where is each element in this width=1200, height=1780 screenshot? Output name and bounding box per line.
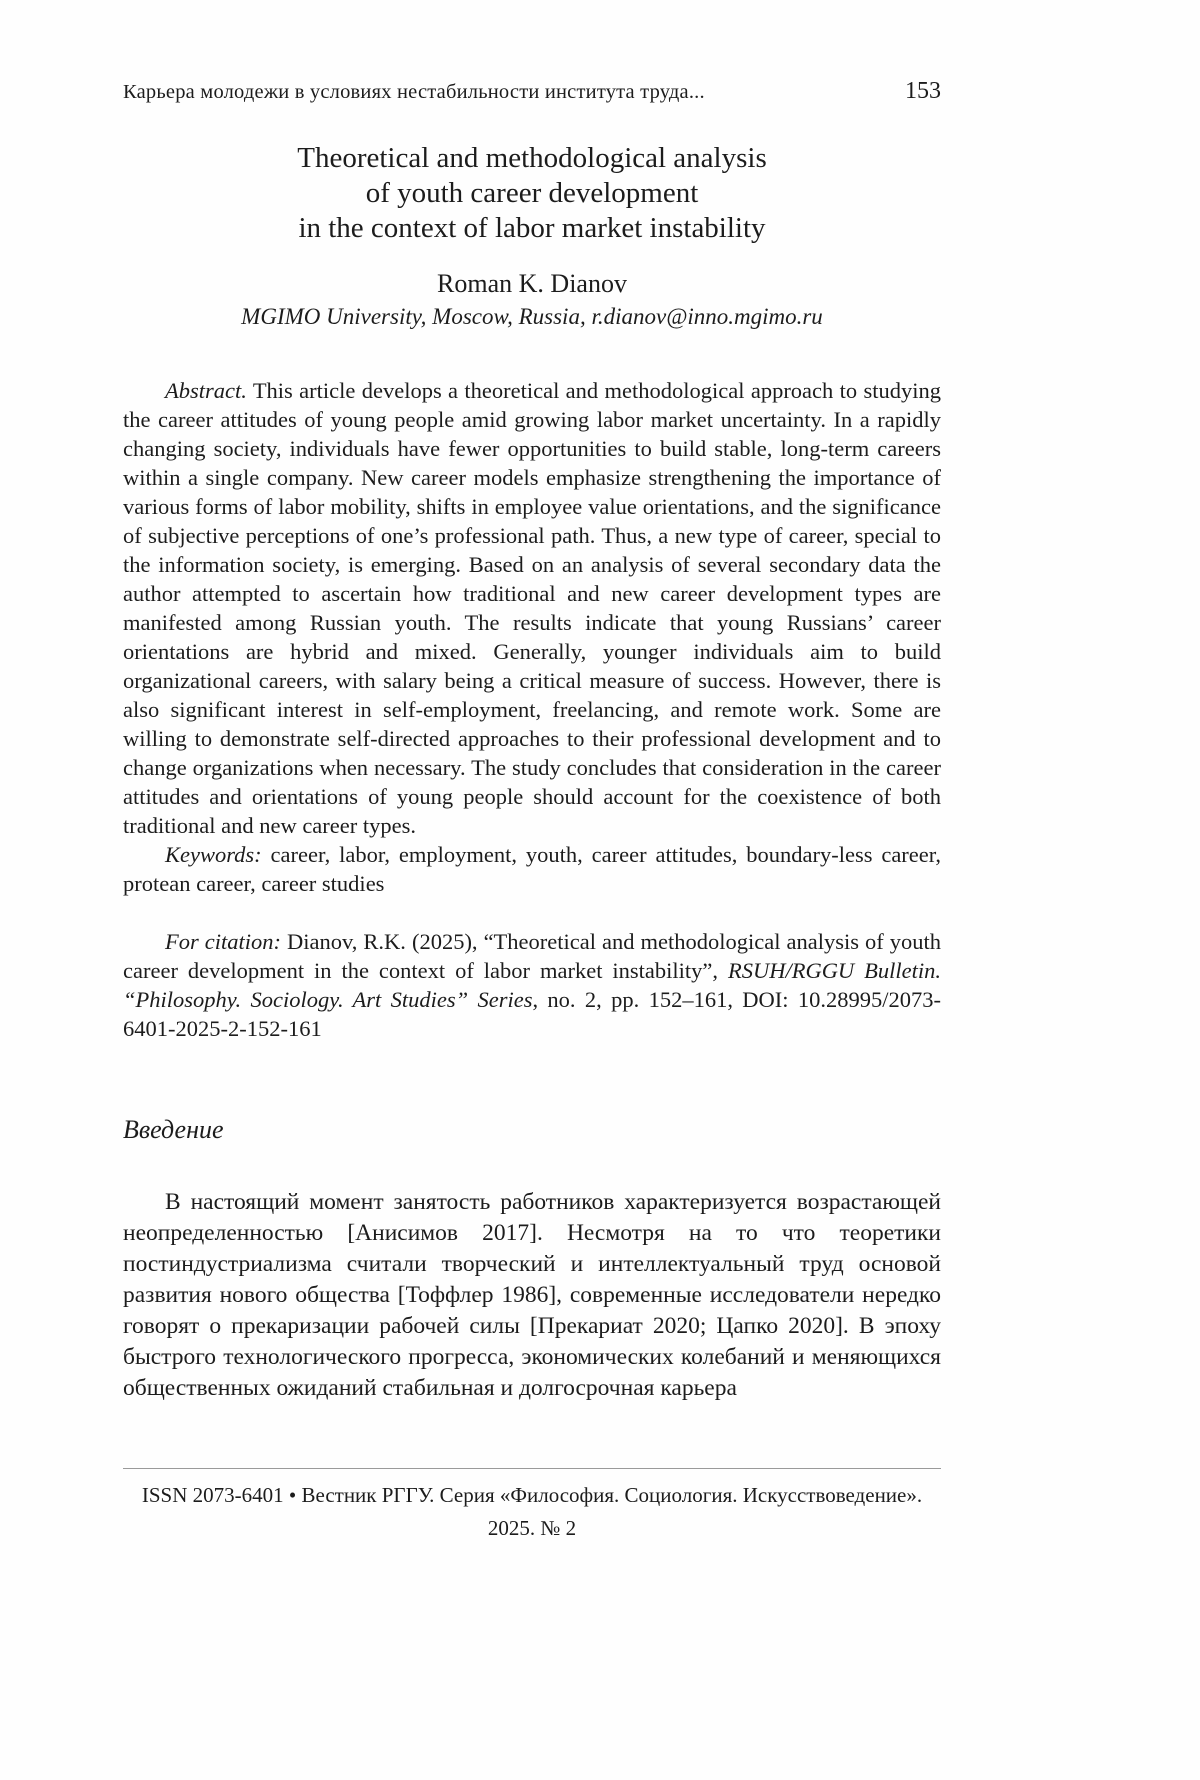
page-footer [123, 1468, 941, 1544]
keywords-paragraph [123, 840, 941, 898]
article-title [123, 141, 941, 245]
citation-text-start: Dianov, R.K. (2025), “Theoretical and methodological analysis of youth career development in the context of labor market instability”, [123, 929, 942, 984]
article-title-line-2: of youth career development [365, 176, 699, 209]
citation-text-end: , no. 2, pp. 152–161, DOI: 10.28995/2073-6401-2025-2-152-161 [123, 987, 941, 1042]
keywords-text: career, labor, employment, youth, career attitudes, boundary-less career, protean career, career studies [123, 842, 941, 897]
citation-label: For citation: [165, 929, 281, 955]
running-header [123, 78, 941, 105]
footer-issue-line: 2025. № 2 [487, 1515, 577, 1540]
citation-journal: RSUH/RGGU Bulletin. “Philosophy. Sociology. Art Studies” Series [123, 958, 941, 1013]
abstract-paragraph [123, 376, 941, 840]
abstract-text: This article develops a theoretical and methodological approach to studying the career attitudes of young people amid growing labor market uncertainty. In a rapidly changing society, individuals have fewer opportunities to build stable, long-term careers within a single company. New career models emphasize strengthening the importance of various forms of labor mobility, shifts in employee value orientations, and the significance of subjective perceptions of one’s professional path. Thus, a new type of career, special to the information society, is emerging. Based on an analysis of several secondary data the author attempted to ascertain how traditional and new career development types are manifested among Russian youth. The results indicate that young Russians’ career orientations are hybrid and mixed. Generally, younger individuals aim to build organizational careers, with salary being a critical measure of success. However, there is also significant interest in self-employment, freelancing, and remote work. Some are willing to demonstrate self-directed approaches to their professional development and to change organizations when necessary. The study concludes that consideration in the career attitudes and orientations of young people should account for the coexistence of both traditional and new career types. [123, 378, 941, 839]
running-title: Карьера молодежи в условиях нестабильности института труда... [123, 81, 705, 103]
introduction-paragraph: В настоящий момент занятость работников характеризуется возрастающей неопределенностью [Анисимов 2017]. Несмотря на то что теоретики постиндустриализма считали творческий и интеллектуальный труд основой развития нового общества [Тоффлер 1986], современные исследователи нередко говорят о прекаризации рабочей силы [Прекариат 2020; Цапко 2020]. В эпоху быстрого технологического прогресса, экономических колебаний и меняющихся общественных ожиданий стабильная и долгосрочная карьера [123, 1189, 941, 1402]
footer-issn-line: ISSN 2073-6401 • Вестник РГГУ. Серия «Философия. Социология. Искусствоведение». [141, 1483, 923, 1507]
citation-paragraph [123, 927, 941, 1043]
article-title-line-1: Theoretical and methodological analysis [297, 142, 767, 174]
author-affiliation: MGIMO University, Moscow, Russia, r.dianov@inno.mgimo.ru [241, 304, 823, 330]
article-title-line-3: in the context of labor market instability [298, 211, 766, 244]
page-content [123, 0, 941, 1404]
author-name: Roman K. Dianov [437, 269, 627, 299]
abstract-label: Abstract. [165, 378, 247, 404]
page-number: 153 [905, 78, 941, 104]
keywords-label: Keywords: [165, 842, 262, 868]
section-heading-introduction: Введение [123, 1115, 224, 1145]
